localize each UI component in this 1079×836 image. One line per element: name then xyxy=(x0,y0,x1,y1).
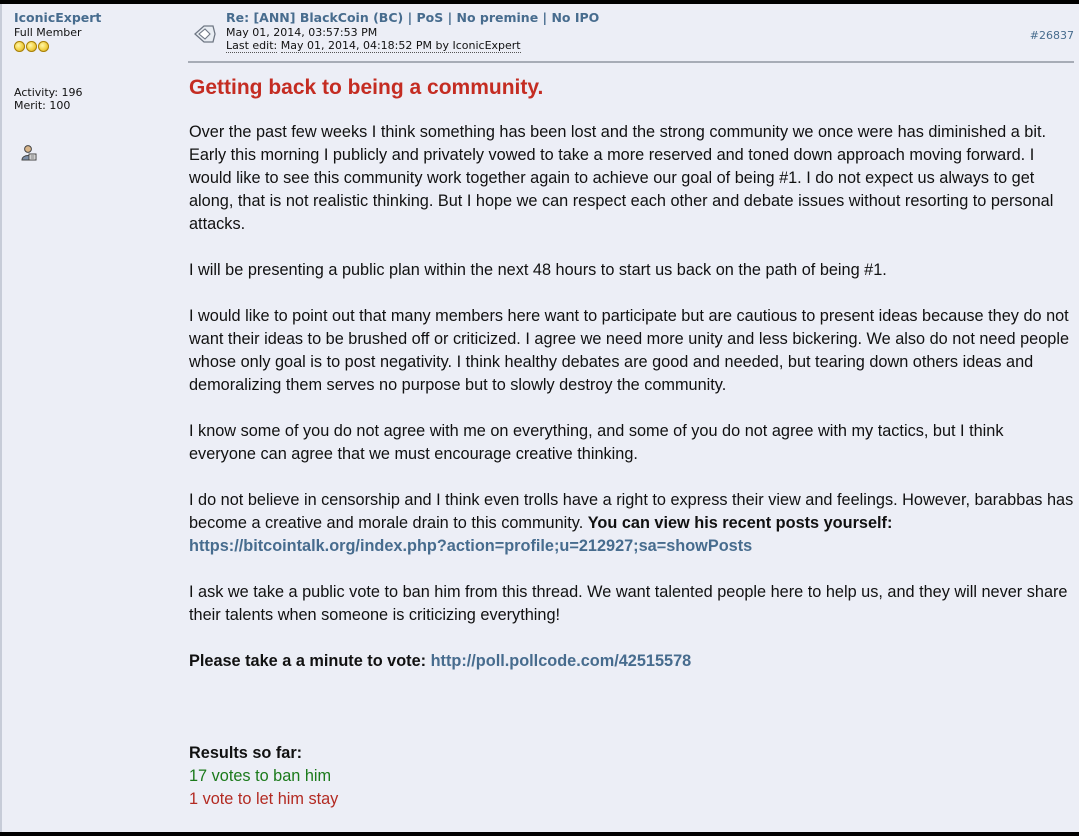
last-edit-label: Last edit: xyxy=(226,39,278,52)
paragraph-4: I know some of you do not agree with me on everything, and some of you do not agree with my tactics, but I think everyone can agree that we must encourage creative thinking. xyxy=(189,422,1004,463)
post-header xyxy=(194,10,1074,62)
star-icon xyxy=(38,41,49,52)
post-headline: Getting back to being a community. xyxy=(189,76,544,99)
profile-posts-link[interactable]: https://bitcointalk.org/index.php?action=profile;u=212927;sa=showPosts xyxy=(189,537,753,555)
post-subject-link[interactable]: Re: [ANN] BlackCoin (BC) | PoS | No premine | No IPO xyxy=(226,10,600,25)
forum-post xyxy=(0,4,1079,832)
paragraph-5-text: I do not believe in censorship and I think even trolls have a right to express their view and feelings. However, barabbas has become a creative and morale drain to this community. xyxy=(189,491,1074,532)
post-date: May 01, 2014, 03:57:53 PM xyxy=(226,26,378,39)
header-divider xyxy=(188,61,1074,63)
results-label: Results so far: xyxy=(189,744,303,762)
result-ban: 17 votes to ban him xyxy=(189,767,332,785)
paragraph-5 xyxy=(189,489,1074,558)
profile-icon[interactable] xyxy=(20,144,38,162)
poster-info xyxy=(14,10,174,112)
star-icon xyxy=(14,41,25,52)
result-stay: 1 vote to let him stay xyxy=(189,790,339,808)
vote-line xyxy=(189,650,1074,673)
last-edit xyxy=(226,39,521,52)
star-icon xyxy=(26,41,37,52)
post-number-link[interactable]: #26837 xyxy=(1029,29,1074,42)
vote-prompt: Please take a a minute to vote: xyxy=(189,652,427,670)
poster-activity: Activity: 196 xyxy=(14,86,83,99)
results-block xyxy=(189,742,1074,811)
poster-name-link[interactable]: IconicExpert xyxy=(14,10,102,25)
paragraph-6: I ask we take a public vote to ban him from this thread. We want talented people here to help us, and they will never share their talents when someone is criticizing everything! xyxy=(189,583,1068,624)
poll-link[interactable]: http://poll.pollcode.com/42515578 xyxy=(430,652,692,670)
paragraph-2: I will be presenting a public plan within the next 48 hours to start us back on the path of being #1. xyxy=(189,261,887,279)
last-edit-value: May 01, 2014, 04:18:52 PM by IconicExpert xyxy=(280,39,521,52)
paragraph-1: Over the past few weeks I think something has been lost and the strong community we once were has diminished a bit. Early this morning I publicly and privately vowed to take a more reserved and toned down approach moving forward. I would like to see this community work together again to achieve our goal of being #1. I do not expect us always to get along, that is not realistic thinking. But I hope we can respect each other and debate issues without resorting to personal attacks. xyxy=(189,123,1054,233)
rank-stars xyxy=(14,41,174,53)
paragraph-5-bold: You can view his recent posts yourself: xyxy=(587,514,893,532)
topic-icon xyxy=(194,23,216,45)
paragraph-3: I would like to point out that many members here want to participate but are cautious to present ideas because they do not want their ideas to be brushed off or criticized. I agree we need more unity and less bickering. We also do not need people whose only goal is to post negativity. I think healthy debates are good and needed, but tearing down others ideas and demoralizing them serves no purpose but to slowly destroy the community. xyxy=(189,307,1070,394)
poster-rank: Full Member xyxy=(14,26,82,39)
poster-merit: Merit: 100 xyxy=(14,99,71,112)
post-body xyxy=(189,70,1074,811)
